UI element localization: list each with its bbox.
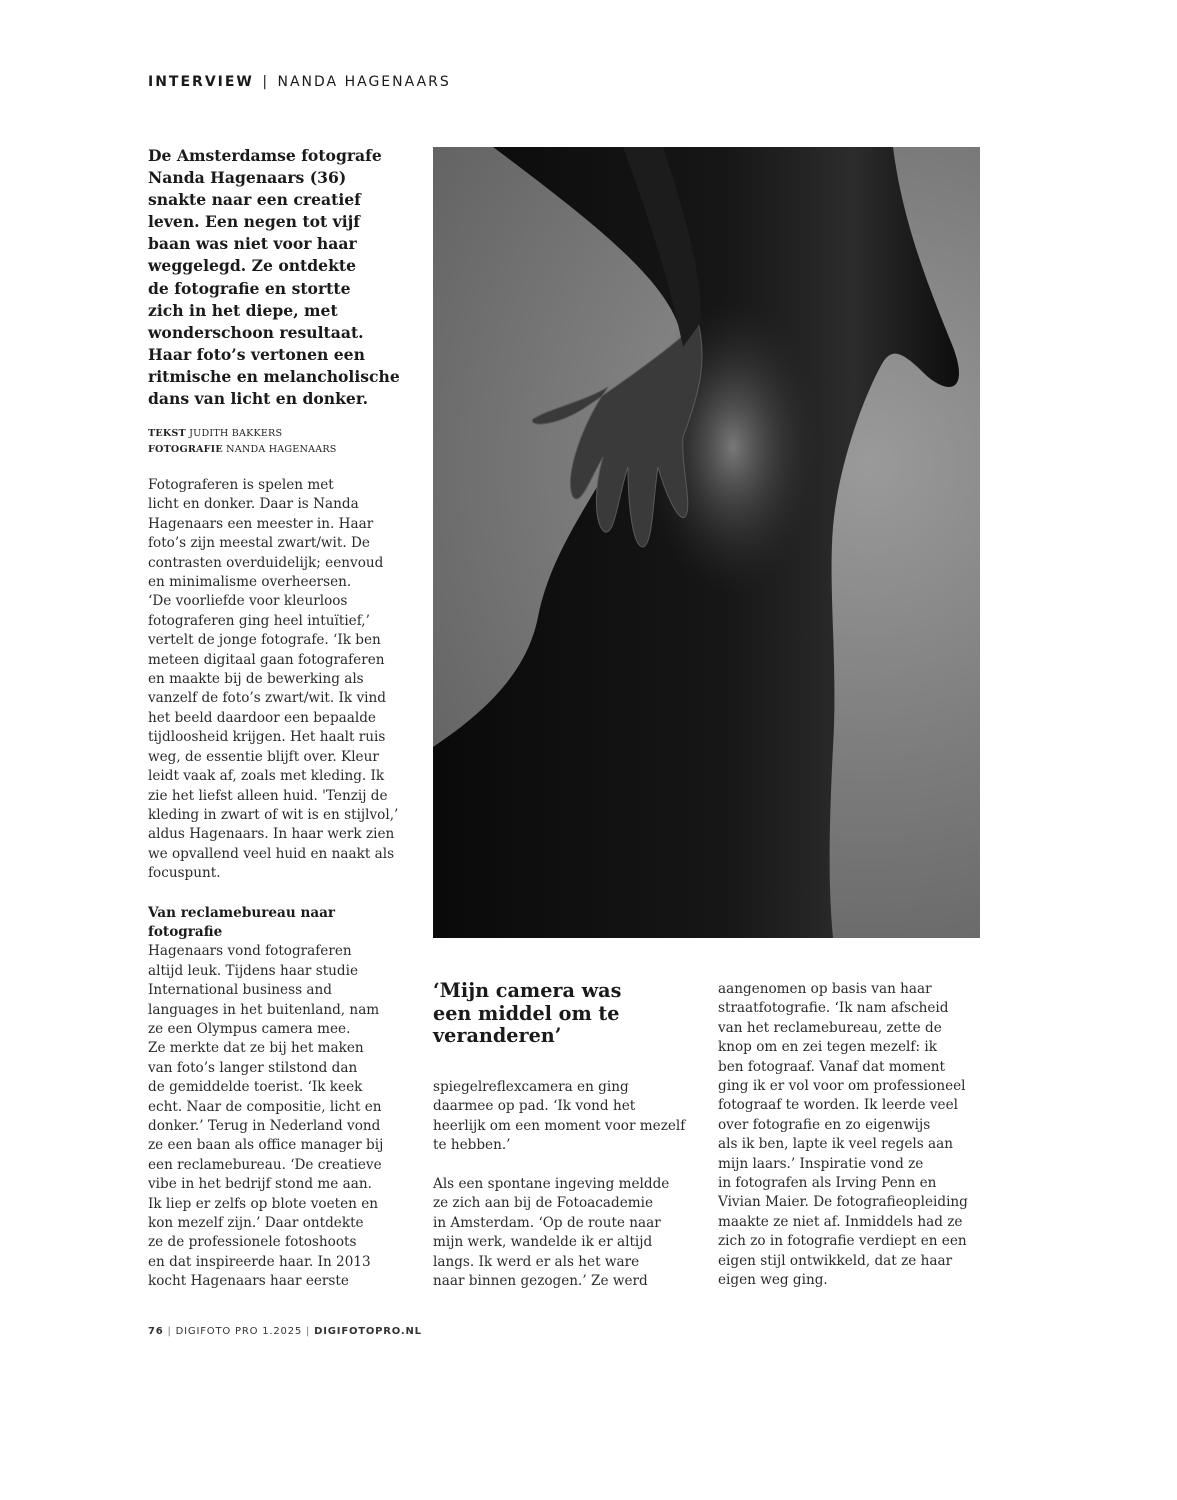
section-subject: NANDA HAGENAARS: [277, 74, 451, 90]
body-line: fotograaf te worden. Ik leerde veel: [718, 1097, 958, 1114]
section-header: [148, 74, 451, 90]
body-line: straatfotografie. ‘Ik nam afscheid: [718, 1000, 949, 1017]
pull-quote-line: veranderen’: [433, 1024, 562, 1048]
body-line: focuspunt.: [148, 865, 221, 882]
body-line: vanzelf de foto’s zwart/wit. Ik vind: [148, 690, 386, 707]
body-line: kleding in zwart of wit is en stijlvol,’: [148, 806, 399, 823]
body-line: ben fotograaf. Vanaf dat moment: [718, 1058, 945, 1075]
body-line: kon mezelf zijn.’ Daar ontdekte: [148, 1215, 364, 1232]
body-line: Hagenaars een meester in. Haar: [148, 515, 374, 532]
body-line: Fotograferen is spelen met: [148, 477, 334, 493]
section-kicker: INTERVIEW: [148, 74, 254, 90]
lead-line: de fotografie en stortte: [148, 278, 351, 298]
lead-line: baan was niet voor haar: [148, 234, 357, 254]
col1-paragraph-1: [148, 476, 420, 884]
paragraph-gap: [433, 1156, 705, 1175]
page-number: 76: [148, 1326, 164, 1337]
body-line: aangenomen op basis van haar: [718, 981, 932, 997]
body-line: donker.’ Terug in Nederland vond: [148, 1118, 381, 1134]
body-line: eigen weg ging.: [718, 1272, 828, 1289]
body-line: we opvallend veel huid en naakt als: [148, 845, 395, 862]
article-photo: [433, 147, 980, 938]
body-line: ‘De voorliefde voor kleurloos: [148, 593, 348, 610]
body-line: en minimalisme overheersen.: [148, 574, 352, 591]
body-line: aldus Hagenaars. In haar werk zien: [148, 826, 395, 843]
body-column-1: [148, 476, 420, 1292]
body-line: leidt vaak af, zoals met kleding. Ik: [148, 768, 385, 785]
body-line: ze de professionele fotoshoots: [148, 1234, 357, 1251]
body-line: de gemiddelde toerist. ‘Ik keek: [148, 1079, 363, 1096]
subheading-line: Van reclamebureau naar: [148, 904, 336, 921]
col2-paragraph-2: [433, 1175, 705, 1291]
text-credit-label: TEKST: [148, 428, 186, 439]
body-line: Ze merkte dat ze bij het maken: [148, 1040, 364, 1057]
body-line: altijd leuk. Tijdens haar studie: [148, 962, 359, 979]
lead-line: De Amsterdamse fotografe: [148, 146, 382, 165]
body-line: Ik liep er zelfs op blote voeten en: [148, 1195, 378, 1212]
photo-credit: [148, 442, 414, 458]
lead-line: leven. Een negen tot vijf: [148, 212, 361, 232]
lead-line: weggelegd. Ze ontdekte: [148, 256, 357, 276]
body-line: en dat inspireerde haar. In 2013: [148, 1253, 371, 1270]
body-line: zie het liefst alleen huid. 'Tenzij de: [148, 787, 388, 804]
body-line: knop om en zei tegen mezelf: ik: [718, 1039, 937, 1056]
subheading-line: fotografie: [148, 923, 223, 940]
body-line: contrasten overduidelijk; eenvoud: [148, 554, 384, 571]
body-line: mijn werk, wandelde ik er altijd: [433, 1234, 653, 1251]
body-line: en maakte bij de bewerking als: [148, 671, 364, 688]
body-line: International business and: [148, 982, 332, 999]
body-line: naar binnen gezogen.’ Ze werd: [433, 1273, 648, 1290]
body-line: languages in het buitenland, nam: [148, 1001, 380, 1018]
col3-paragraph: [718, 980, 990, 1291]
photo-credit-name: NANDA HAGENAARS: [226, 444, 337, 455]
footer-separator: |: [167, 1326, 172, 1337]
body-column-3: [718, 980, 990, 1291]
body-column-2: [433, 1078, 705, 1291]
body-line: meteen digitaal gaan fotograferen: [148, 651, 385, 668]
website-link[interactable]: DIGIFOTOPRO.NL: [314, 1326, 422, 1337]
lead-line: Nanda Hagenaars (36): [148, 168, 347, 188]
text-credit-name: JUDITH BAKKERS: [189, 428, 283, 439]
lead-line: Haar foto’s vertonen een: [148, 344, 365, 364]
body-line: een reclamebureau. ‘De creatieve: [148, 1156, 382, 1173]
body-line: ze een Olympus camera mee.: [148, 1020, 351, 1037]
pull-quote-line: ‘Mijn camera was: [433, 979, 622, 1002]
body-line: mijn laars.’ Inspiratie vond ze: [718, 1155, 924, 1172]
body-line: Als een spontane ingeving meldde: [433, 1176, 670, 1193]
page-footer: [148, 1326, 422, 1337]
body-line: ze zich aan bij de Fotoacademie: [433, 1195, 654, 1212]
body-line: in fotografen als Irving Penn en: [718, 1175, 937, 1192]
body-line: spiegelreflexcamera en ging: [433, 1079, 629, 1095]
text-credit: [148, 426, 414, 442]
body-line: het beeld daardoor een bepaalde: [148, 709, 376, 726]
article-credits: [148, 426, 414, 458]
body-line: Vivian Maier. De fotografieopleiding: [718, 1194, 968, 1211]
lead-line: ritmische en melancholische: [148, 366, 400, 386]
issue-label: DIGIFOTO PRO 1.2025: [175, 1326, 303, 1337]
photo-credit-label: FOTOGRAFIE: [148, 444, 223, 455]
lead-line: dans van licht en donker.: [148, 389, 369, 409]
body-line: daarmee op pad. ‘Ik vond het: [433, 1098, 636, 1115]
footer-separator: |: [306, 1326, 311, 1337]
body-line: eigen stijl ontwikkeld, dat ze haar: [718, 1252, 953, 1269]
pull-quote-line: een middel om te: [433, 1001, 620, 1025]
body-line: langs. Ik werd er als het ware: [433, 1253, 640, 1270]
body-line: over fotografie en zo eigenwijs: [718, 1116, 931, 1133]
lead-line: snakte naar een creatief: [148, 190, 361, 210]
body-line: als ik ben, lapte ik veel regels aan: [718, 1136, 954, 1153]
body-line: van het reclamebureau, zette de: [718, 1019, 942, 1036]
body-line: Hagenaars vond fotograferen: [148, 943, 352, 960]
col1-paragraph-2: [148, 942, 420, 1291]
body-line: ging ik er vol voor om professioneel: [718, 1078, 966, 1095]
body-line: ze een baan als office manager bij: [148, 1137, 384, 1154]
body-line: fotograferen ging heel intuïtief,’: [148, 612, 370, 629]
body-line: tijdloosheid krijgen. Het haalt ruis: [148, 729, 386, 746]
body-line: te hebben.’: [433, 1137, 511, 1154]
body-line: vibe in het bedrijf stond me aan.: [148, 1176, 372, 1193]
col2-paragraph-1: [433, 1078, 705, 1156]
lead-line: wonderschoon resultaat.: [148, 322, 364, 342]
lead-line: zich in het diepe, met: [148, 300, 338, 320]
body-line: in Amsterdam. ‘Op de route naar: [433, 1214, 661, 1231]
body-line: maakte ze niet af. Inmiddels had ze: [718, 1213, 963, 1230]
body-line: kocht Hagenaars haar eerste: [148, 1273, 349, 1290]
body-line: zich zo in fotografie verdiept en een: [718, 1233, 967, 1250]
body-line: foto’s zijn meestal zwart/wit. De: [148, 535, 370, 552]
header-separator: |: [262, 74, 270, 90]
subheading: [148, 904, 420, 943]
photo-graphic: [433, 147, 980, 938]
pull-quote: [433, 980, 693, 1048]
body-line: van foto’s langer stilstond dan: [148, 1059, 358, 1076]
body-line: vertelt de jonge fotografe. ‘Ik ben: [148, 632, 381, 649]
body-line: weg, de essentie blijft over. Kleur: [148, 748, 379, 765]
article-lead: [148, 145, 414, 410]
body-line: echt. Naar de compositie, licht en: [148, 1098, 382, 1115]
body-line: licht en donker. Daar is Nanda: [148, 496, 359, 513]
body-line: heerlijk om een moment voor mezelf: [433, 1117, 686, 1134]
